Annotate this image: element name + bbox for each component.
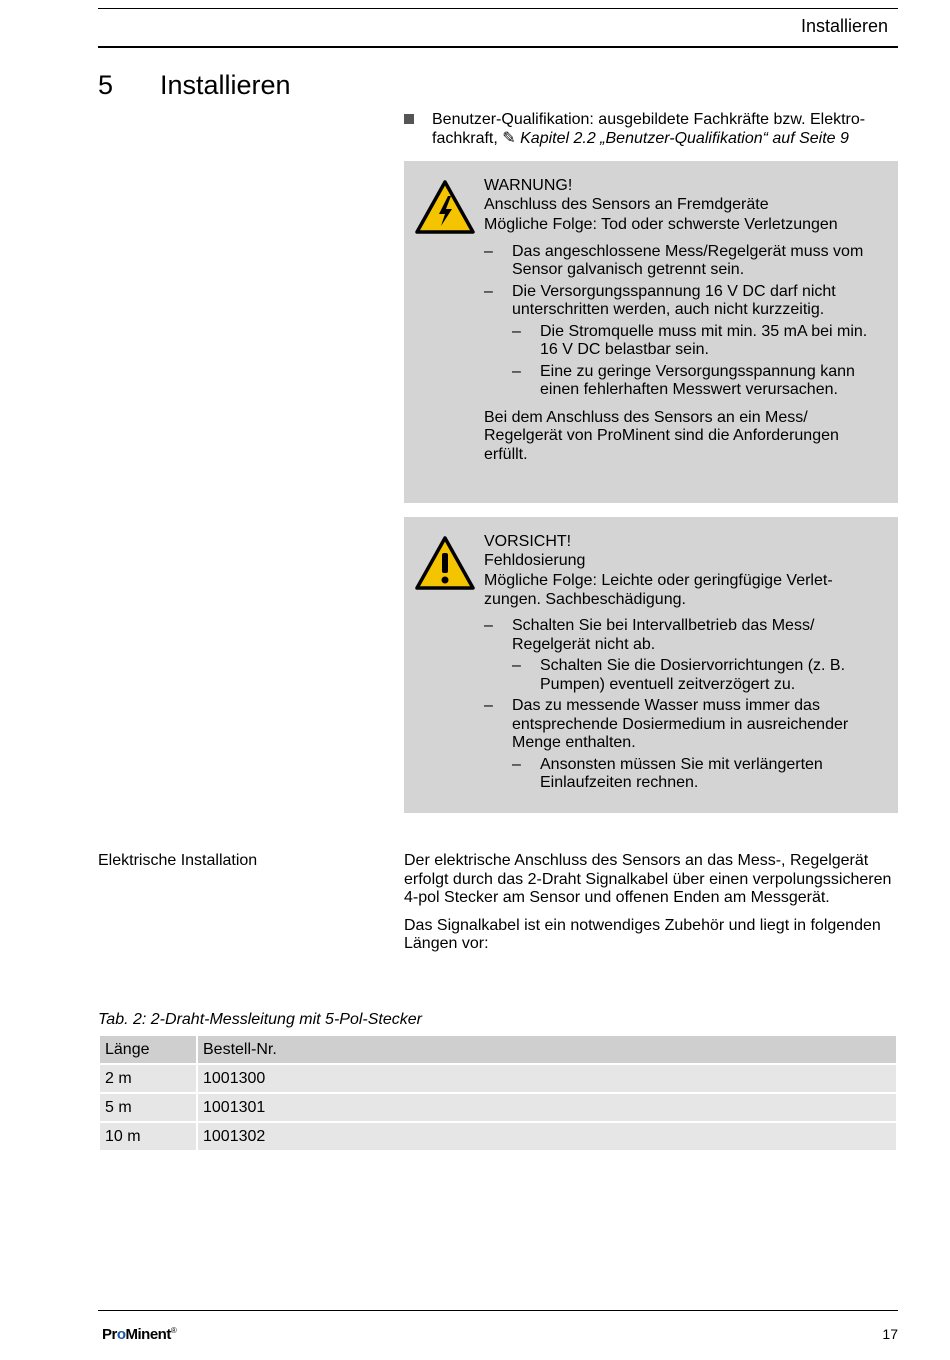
header-rule-top (98, 8, 898, 9)
warning-note: Bei dem Anschluss des Sensors an ein Mess/ Regelgerät von ProMinent sind die Anforderungen erfüllt. (484, 408, 839, 463)
high-voltage-warning-icon (414, 179, 476, 235)
section-side-heading: Elektrische Installation (98, 852, 258, 869)
caution-item: – Schalten Sie bei Intervallbetrieb das Mess/ Regelgerät nicht ab. (484, 617, 884, 654)
table-cell: 1001300 (198, 1065, 896, 1092)
warning-subitem: – Eine zu geringe Versorgungsspannung kann einen fehlerhaften Messwert verursachen. (512, 363, 884, 400)
qualification-item (404, 110, 884, 148)
footer-rule (98, 1310, 898, 1311)
table-row (100, 1123, 896, 1150)
square-bullet-icon (404, 114, 414, 124)
reference-arrow-icon: ✎ (502, 130, 516, 147)
table-cell: 2 m (100, 1065, 196, 1092)
table-row (100, 1065, 896, 1092)
column-header: Länge (100, 1036, 196, 1063)
warning-consequence: Mögliche Folge: Tod oder schwerste Verletzungen (484, 216, 838, 233)
caution-subject: Fehldosierung (484, 551, 586, 569)
page-number: 17 (882, 1326, 898, 1342)
chapter-reference-link[interactable]: Kapitel 2.2 „Benutzer-Qualifikation“ auf Seite 9 (520, 130, 849, 147)
warning-box (404, 161, 898, 503)
header-rule-bottom (98, 46, 898, 48)
column-header: Bestell-Nr. (198, 1036, 896, 1063)
table-caption: Tab. 2: 2-Draht-Messleitung mit 5-Pol-Stecker (98, 1011, 422, 1028)
table-row (100, 1094, 896, 1121)
warning-signal-word: WARNUNG! (484, 177, 573, 194)
caution-signal-word: VORSICHT! (484, 533, 572, 550)
electrical-paragraph: Das Signalkabel ist ein notwendiges Zubehör und liegt in folgenden Längen vor: (404, 916, 881, 952)
warning-subject: Anschluss des Sensors an Fremdgeräte (484, 195, 769, 213)
caution-consequence: Mögliche Folge: Leichte oder geringfügige Verletzungen. Sachbeschädigung. (484, 572, 833, 608)
running-header-title: Installieren (800, 16, 888, 36)
qualification-text: Benutzer-Qualifikation: ausgebildete Fachkräfte bzw. Elektrofachkraft, (432, 111, 866, 147)
table-cell: 5 m (100, 1094, 196, 1121)
electrical-paragraph: Der elektrische Anschluss des Sensors an das Mess-, Regelgerät erfolgt durch das 2-Draht Signalkabel über einen verpolungssicheren 4-pol Stecker am Sensor und offenen Enden am Messgerät. (404, 852, 892, 906)
warning-item: – Das angeschlossene Mess/Regelgerät muss vom Sensor galvanisch getrennt sein. (484, 243, 884, 280)
electrical-body (404, 852, 894, 963)
exclamation-warning-icon (414, 535, 476, 591)
prominent-logo: ProMinent® (102, 1326, 177, 1343)
warning-item: – Die Versorgungsspannung 16 V DC darf nicht unterschritten werden, auch nicht kurzzeitig. (484, 283, 884, 320)
table-cell: 1001301 (198, 1094, 896, 1121)
table-header-row (100, 1036, 896, 1063)
table-cell: 10 m (100, 1123, 196, 1150)
chapter-title: Installieren (160, 70, 291, 100)
warning-subitem: – Die Stromquelle muss mit min. 35 mA bei min. 16 V DC belastbar sein. (512, 323, 884, 360)
chapter-number: 5 (98, 70, 114, 100)
cable-length-table (98, 1034, 898, 1152)
table-cell: 1001302 (198, 1123, 896, 1150)
caution-subitem: – Schalten Sie die Dosiervorrichtungen (z. B. Pumpen) eventuell zeitverzögert zu. (512, 657, 884, 694)
caution-subitem: – Ansonsten müssen Sie mit verlängerten Einlaufzeiten rechnen. (512, 756, 884, 793)
caution-item: – Das zu messende Wasser muss immer das entsprechende Dosiermedium in ausreichender Menge enthalten. (484, 697, 884, 753)
caution-box (404, 517, 898, 813)
